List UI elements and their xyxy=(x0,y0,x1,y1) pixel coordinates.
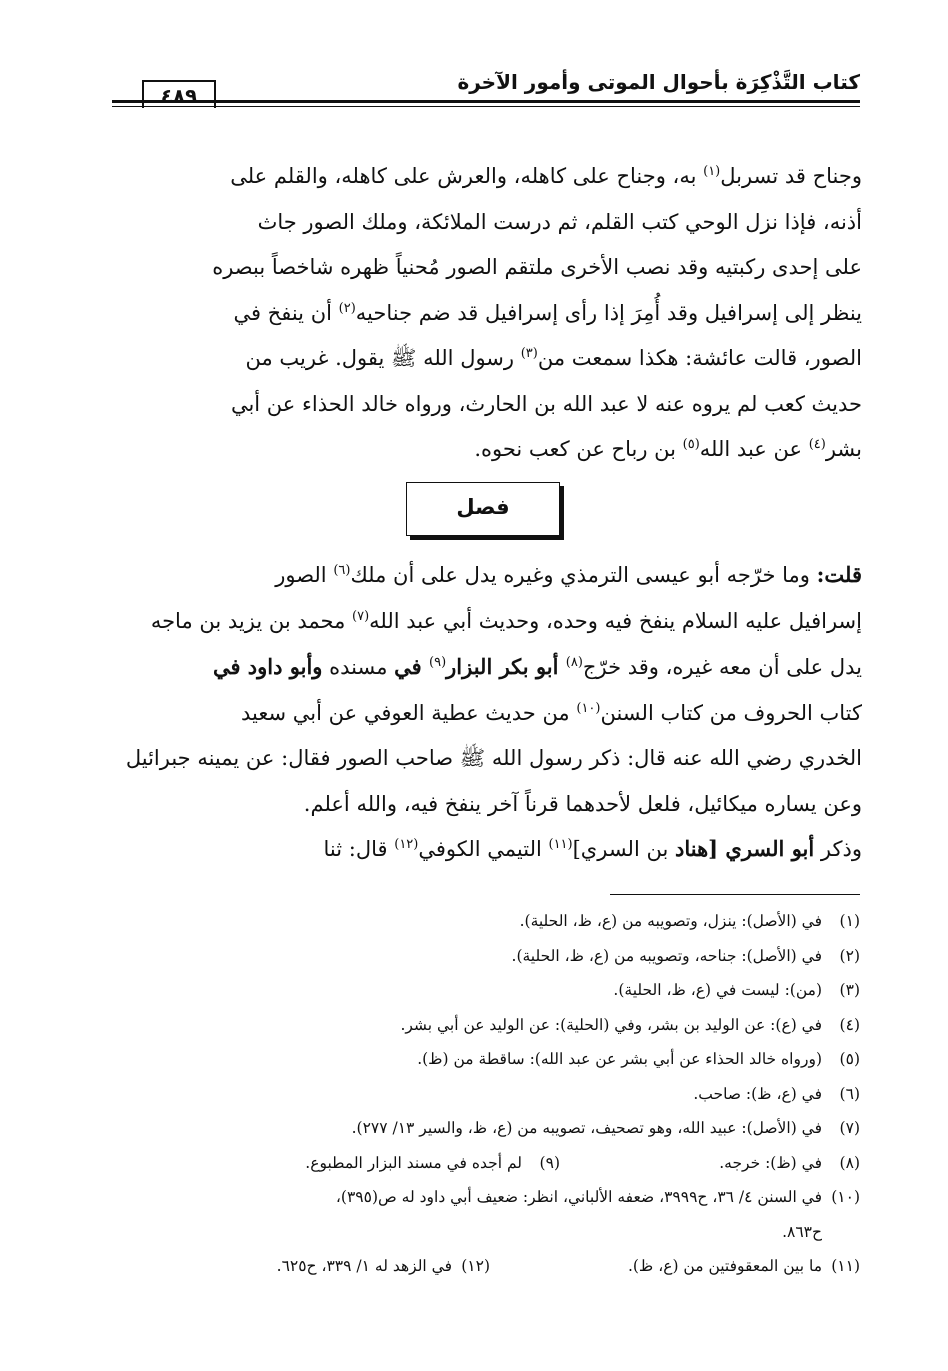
footnote-number: (١١) xyxy=(831,1257,860,1275)
bold-run: أبو بكر البزار xyxy=(446,654,566,679)
text-line xyxy=(108,552,862,599)
text-run: عن عبد الله xyxy=(699,437,809,461)
paragraph-3 xyxy=(108,826,862,873)
footnote xyxy=(118,973,860,1008)
footnote xyxy=(118,939,860,974)
bold-run: في xyxy=(394,654,430,679)
footnote-text: (من): ليست في (ع، ظ، الحلية). xyxy=(613,981,822,999)
text-line xyxy=(108,599,862,645)
text-run: كتاب الحروف من كتاب السنن xyxy=(600,700,862,725)
footnote-ref: (١١) xyxy=(548,837,573,852)
page-number: ٤٨٩ xyxy=(142,80,216,108)
text-line xyxy=(108,826,862,873)
footnote-text: في (الأصل): عبيد الله، وهو تصحيف، تصويبه من (ع، ظ، والسير ١٣/ ٢٧٧). xyxy=(351,1119,822,1137)
footnote-text: في (ع): عن الوليد بن بشر، وفي (الحلية): عن الوليد عن أبي بشر. xyxy=(400,1015,822,1034)
text-run: التيمي الكوفي xyxy=(418,837,549,861)
footnote-row xyxy=(118,1146,860,1181)
footnote-ref: (١٠) xyxy=(576,700,601,716)
footnote-ref: (١) xyxy=(703,164,721,179)
text-line xyxy=(108,644,862,691)
footnote-number: (١٠) xyxy=(831,1188,860,1206)
footnote xyxy=(118,1008,860,1043)
text-run: وذكر xyxy=(814,837,862,861)
footnotes xyxy=(118,904,860,1284)
footnote-text: في (الأصل): جناحه، وتصويبه من (ع، ظ، الحلية). xyxy=(511,946,822,965)
footnote-number: (٥) xyxy=(839,1050,860,1068)
footnote xyxy=(118,904,860,939)
text-run: يدل على أن معه غيره، وقد خرّج xyxy=(582,655,862,679)
footnote-text: في (ع، ظ): صاحب. xyxy=(693,1084,822,1103)
footnote-ref: (٣) xyxy=(520,346,538,361)
footnote-separator xyxy=(610,894,860,895)
paragraph-2 xyxy=(108,552,862,827)
text-run: قال: ثنا xyxy=(323,837,395,861)
footnote-continuation: ح٨٦٣. xyxy=(782,1222,822,1241)
footnote-row xyxy=(118,1249,860,1284)
text-line: على إحدى ركبتيه وقد نصب الأخرى ملتقم الصور مُحنياً ظهره شاخصاً ببصره xyxy=(212,255,862,279)
footnote xyxy=(118,1111,860,1146)
footnote-number: (٩) xyxy=(539,1153,560,1172)
footnote xyxy=(118,1077,860,1112)
bold-run: قلت: xyxy=(816,562,862,587)
text-line xyxy=(108,154,862,200)
footnote-ref: (٢) xyxy=(338,300,356,316)
footnote-text: (ورواه خالد الحذاء عن أبي بشر عن عبد الله): ساقطة من (ظ). xyxy=(417,1050,822,1068)
text-line xyxy=(108,427,862,473)
footnote xyxy=(490,1249,860,1284)
bold-run: وأبو داود في xyxy=(212,654,323,679)
text-run: ينظر إلى إسرافيل وقد أُمِرَ إذا رأى إسرافيل قد ضم جناحيه xyxy=(355,300,862,325)
footnote xyxy=(118,1146,560,1181)
text-run: من حديث عطية العوفي عن أبي سعيد xyxy=(241,700,577,725)
text-run: وما خرّجه أبو عيسى الترمذي وغيره يدل على أن ملك xyxy=(350,563,817,587)
text-line xyxy=(108,691,862,737)
footnote-text: ما بين المعقوفتين من (ع، ظ). xyxy=(627,1257,822,1275)
footnote-ref: (٤) xyxy=(808,437,826,452)
footnote-ref: (٩) xyxy=(429,655,447,670)
footnote-number: (٣) xyxy=(839,981,860,999)
text-run: رسول الله ﷺ يقول. غريب من xyxy=(245,346,521,370)
footnote-number: (١٢) xyxy=(461,1257,490,1275)
text-run: بن السري] xyxy=(572,837,675,861)
text-run: إسرافيل عليه السلام ينفخ فيه وحده، وحديث أبي عبد الله xyxy=(369,608,862,633)
footnote-ref: (٥) xyxy=(682,437,700,452)
text-line: الخدري رضي الله عنه قال: ذكر رسول الله ﷺ صاحب الصور فقال: عن يمينه جبرائيل xyxy=(125,746,862,770)
running-title: كتاب التَّذْكِرَة بأحوال الموتى وأمور الآخرة xyxy=(457,70,860,94)
footnote xyxy=(118,1180,860,1215)
footnote-number: (٤) xyxy=(839,1015,860,1034)
footnote-text: لم أجده في مسند البزار المطبوع. xyxy=(305,1153,522,1172)
footnote-number: (٦) xyxy=(839,1084,860,1103)
header-rule xyxy=(112,100,860,103)
text-run: محمد بن يزيد بن ماجه xyxy=(150,608,353,633)
paragraph-1 xyxy=(108,154,862,473)
footnote xyxy=(118,1042,860,1077)
footnote-text: في (ظ): خرجه. xyxy=(719,1153,822,1172)
text-run: بن رباح عن كعب نحوه. xyxy=(474,437,683,461)
text-line xyxy=(108,336,862,382)
page-header xyxy=(112,70,860,110)
footnote-number: (١) xyxy=(839,912,860,930)
text-run: مسنده xyxy=(322,655,395,679)
footnote-text: في السنن ٤/ ٣٦، ح٣٩٩٩، ضعفه الألباني، انظر: ضعيف أبي داود له ص(٣٩٥)، xyxy=(335,1188,822,1206)
footnote-text: في (الأصل): ينزل، وتصويبه من (ع، ظ، الحلية). xyxy=(519,912,822,930)
text-run: أن ينفخ في xyxy=(233,300,339,325)
text-run: الصور xyxy=(275,563,334,587)
footnote-ref: (٦) xyxy=(333,563,351,578)
footnote-ref: (٨) xyxy=(565,655,583,670)
section-heading: فصل xyxy=(456,495,510,519)
text-line xyxy=(108,291,862,337)
section-heading-box xyxy=(406,482,560,536)
header-rule-thin xyxy=(112,106,860,107)
footnote-ref: (١٢) xyxy=(394,837,419,852)
text-run: بشر xyxy=(825,437,862,461)
footnote xyxy=(118,1249,490,1284)
text-line: حديث كعب لم يروه عنه لا عبد الله بن الحارث، ورواه خالد الحذاء عن أبي xyxy=(230,391,862,416)
footnote-text: في الزهد له ١/ ٣٣٩، ح٦٢٥. xyxy=(276,1257,452,1275)
text-run: الصور، قالت عائشة: هكذا سمعت من xyxy=(537,346,862,370)
text-run: به، وجناح على كاهله، والعرش على كاهله، والقلم على xyxy=(230,164,704,188)
footnote-number: (٧) xyxy=(839,1119,860,1137)
footnote-ref: (٧) xyxy=(352,608,370,624)
text-run: وجناح قد تسربل xyxy=(720,164,862,188)
footnote xyxy=(560,1146,860,1181)
footnote-number: (٢) xyxy=(839,946,860,965)
bold-run: أبو السري [هناد xyxy=(674,836,815,861)
text-line: أذنه، فإذا نزل الوحي كتب القلم، ثم درست الملائكة، وملك الصور جاث xyxy=(257,209,862,234)
text-line: وعن يساره ميكائيل، فلعل لأحدهما قرناً آخر ينفخ فيه، والله أعلم. xyxy=(303,791,862,816)
footnote-number: (٨) xyxy=(839,1153,860,1172)
